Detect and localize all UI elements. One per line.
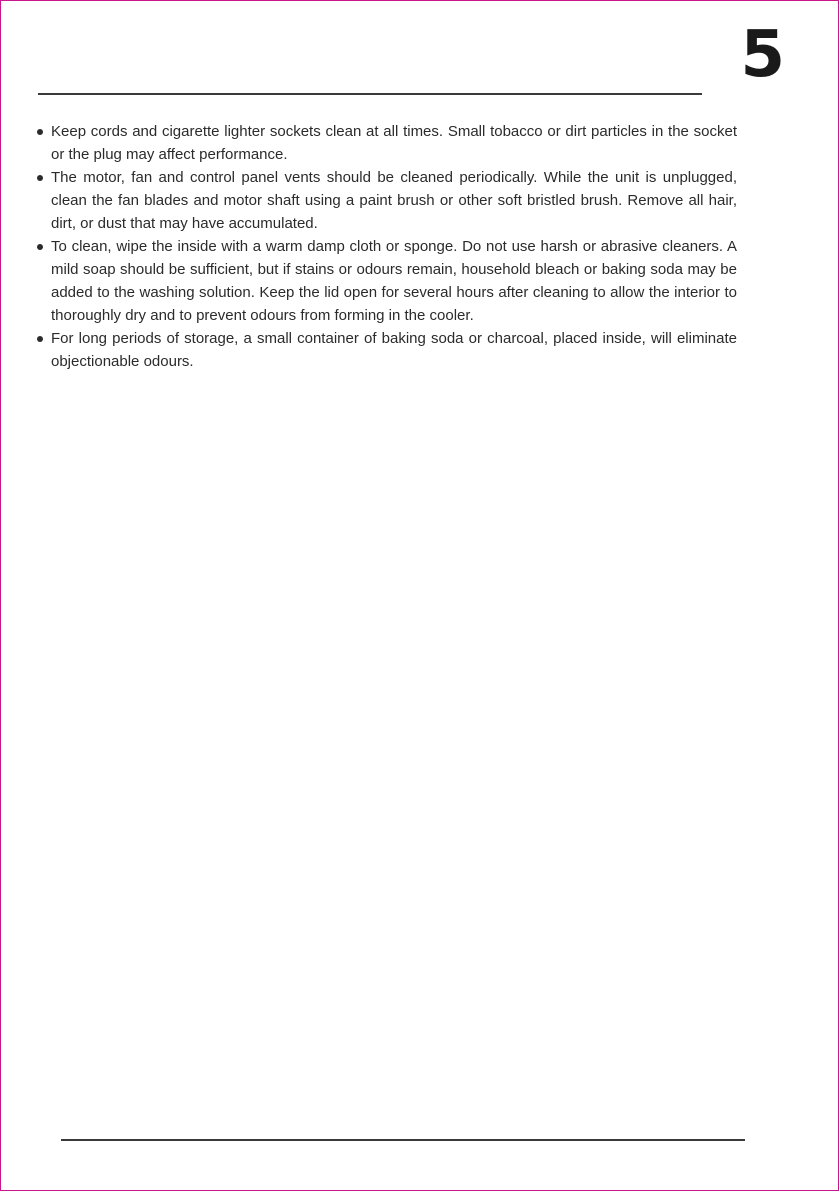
list-item-text: For long periods of storage, a small container of baking soda or charcoal, placed inside, will eliminate objectionable odours. [51, 330, 737, 370]
list-item [37, 235, 737, 327]
page-number: 5 [740, 18, 784, 92]
bullet-icon [37, 244, 43, 250]
bullet-icon [37, 175, 43, 181]
care-instructions-list [37, 120, 737, 373]
list-item [37, 120, 737, 166]
list-item-text: To clean, wipe the inside with a warm damp cloth or sponge. Do not use harsh or abrasive cleaners. A mild soap should be sufficient, but if stains or odours remain, household bleach or baking soda may be added to the washing solution. Keep the lid open for several hours after cleaning to allow the interior to thoroughly dry and to prevent odours from forming in the cooler. [51, 238, 737, 324]
bullet-icon [37, 336, 43, 342]
list-item [37, 327, 737, 373]
list-item-text: The motor, fan and control panel vents should be cleaned periodically. While the unit is unplugged, clean the fan blades and motor shaft using a paint brush or other soft bristled brush. Remove all hair, dirt, or dust that may have accumulated. [51, 169, 737, 232]
bullet-icon [37, 129, 43, 135]
list-item-text: Keep cords and cigarette lighter sockets clean at all times. Small tobacco or dirt particles in the socket or the plug may affect performance. [51, 123, 737, 163]
header-divider [38, 93, 702, 95]
list-item [37, 166, 737, 235]
footer-divider [61, 1139, 745, 1141]
